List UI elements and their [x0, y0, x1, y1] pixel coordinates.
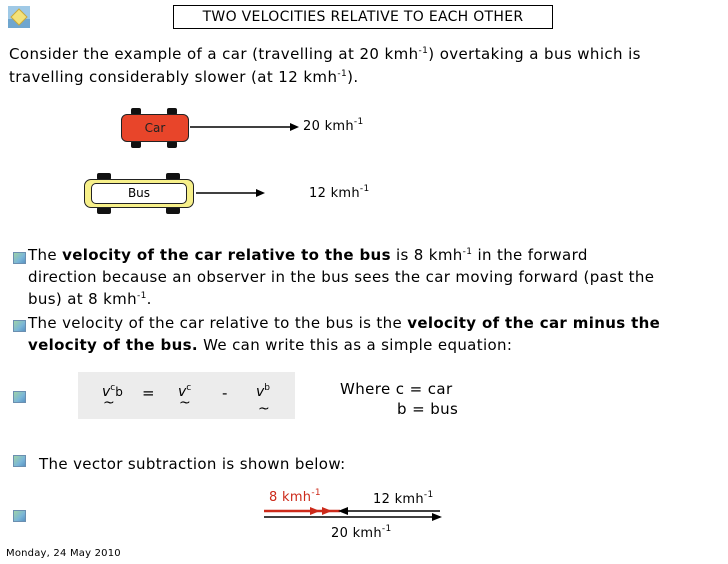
car-velocity-arrow	[190, 120, 300, 134]
bus-wheel	[97, 207, 111, 214]
bullet-icon	[13, 320, 26, 332]
car-wheel	[131, 141, 141, 148]
vector-subtraction-text: The vector subtraction is shown below:	[39, 455, 346, 473]
bus-speed-label: 12 kmh$^{-1}$	[309, 184, 370, 201]
vector-tilde: ~	[258, 401, 270, 417]
bullet-icon	[13, 252, 26, 264]
bus-velocity-arrow	[196, 186, 266, 200]
intro-text: Consider the example of a car (travelling at 20 kmh$^{-1}$) overtaking a bus which is travelling considerably slower (at 12 kmh$^{-1}$).	[9, 45, 641, 86]
car-speed-label: 20 kmh$^{-1}$	[303, 117, 364, 134]
relative-speed-label: 8 kmh$^{-1}$	[269, 488, 321, 505]
equals-sign: =	[142, 384, 155, 402]
slide-logo-icon	[8, 6, 30, 28]
car-wheel	[167, 141, 177, 148]
where-legend-car: Where c = car	[340, 380, 453, 398]
bullet-icon	[13, 455, 26, 467]
vector-tilde: ~	[103, 395, 115, 411]
bullet-icon	[13, 510, 26, 522]
where-legend-bus: b = bus	[397, 400, 459, 418]
bullet-icon	[13, 391, 26, 403]
bus-label: Bus	[91, 183, 187, 204]
car-vector-label: 20 kmh$^{-1}$	[331, 524, 392, 541]
vector-subtraction-diagram	[260, 504, 450, 526]
bullet-paragraph-equation-intro: The velocity of the car relative to the bus is the velocity of the car minus the velocity of the bus. We can write this as a simple equation:	[28, 314, 661, 354]
velocity-bus: $v^b$	[256, 383, 271, 400]
bus-wheel	[166, 207, 180, 214]
vector-tilde: ~	[179, 395, 191, 411]
slide-title: TWO VELOCITIES RELATIVE TO EACH OTHER	[173, 5, 553, 29]
bullet-paragraph-relative-velocity: The velocity of the car relative to the bus is 8 kmh$^{-1}$ in the forward direction because an observer in the bus sees the car moving forward (past the bus) at 8 kmh$^{-1}$.	[28, 246, 655, 308]
velocity-car: $v^c$	[178, 383, 192, 400]
car-label: Car	[121, 114, 189, 142]
bus-vector-label: 12 kmh$^{-1}$	[373, 490, 434, 507]
minus-sign: -	[222, 384, 228, 402]
footer-date: Monday, 24 May 2010	[6, 548, 121, 559]
velocity-car-relative-bus: $v^cb$	[102, 383, 123, 400]
